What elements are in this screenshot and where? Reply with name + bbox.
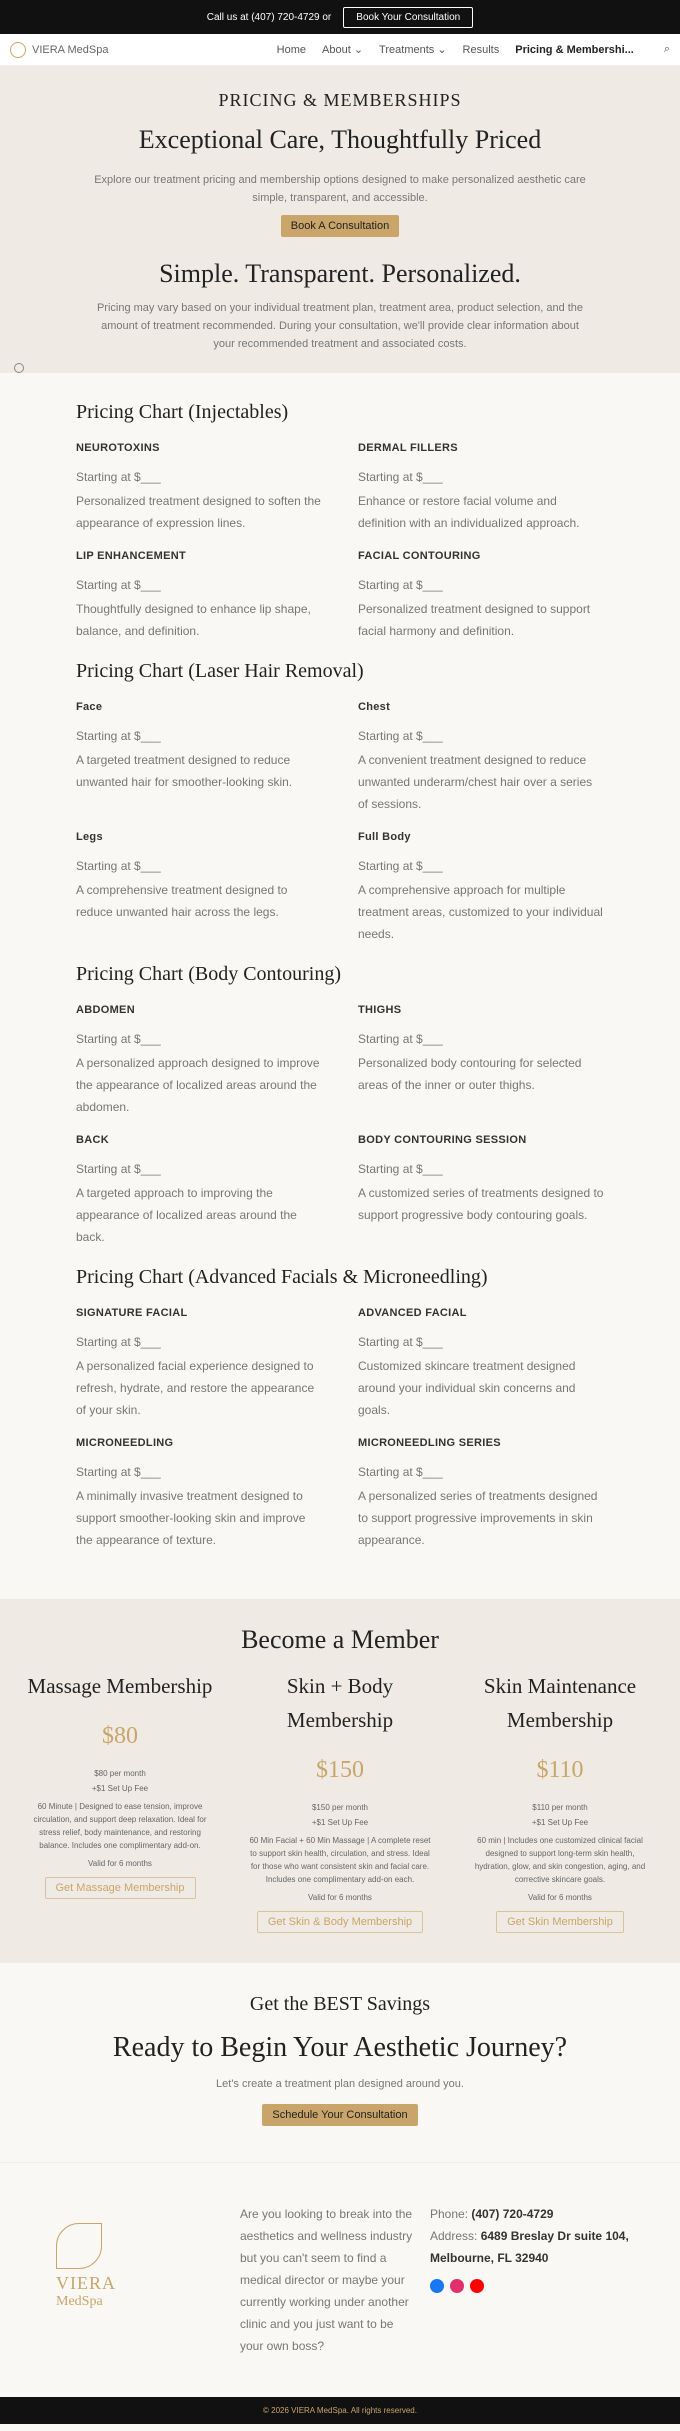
leaf-icon: [56, 2223, 102, 2269]
item-desc: Customized skincare treatment designed around your individual skin concerns and goals.: [358, 1359, 576, 1417]
pricing-hero: [0, 66, 680, 373]
book-consultation-button[interactable]: Book A Consultation: [281, 215, 399, 237]
section-title-laser: Pricing Chart (Laser Hair Removal): [76, 660, 364, 682]
pricing-charts: [0, 373, 680, 1581]
item-price: Starting at $___: [76, 1162, 161, 1176]
price-item: [76, 831, 322, 945]
plan-name: Skin + Body Membership: [286, 1674, 394, 1732]
footer-copy: Are you looking to break into the aesthetics and wellness industry but you can't seem to find a medical director or maybe your currently working under another clinic and you just want to be your own boss?: [240, 2207, 413, 2353]
book-consultation-top-button[interactable]: Book Your Consultation: [343, 7, 473, 28]
page-eyebrow: PRICING & MEMBERSHIPS: [218, 90, 462, 110]
nav-results[interactable]: Results: [462, 43, 500, 56]
hero-body: Pricing may vary based on your individual treatment plan, treatment area, product selection, and the amount of treatment recommended. During your consultation, we'll provide clear information about your recommended treatment and associated costs.: [96, 302, 584, 350]
item-desc: A customized series of treatments designed to support progressive body contouring goals.: [358, 1186, 604, 1222]
item-name: THIGHS: [358, 1004, 402, 1016]
price-item: [358, 831, 604, 945]
phone-label: Phone:: [430, 2207, 469, 2221]
price-item: [358, 442, 604, 534]
body-contouring-grid: [76, 1004, 604, 1248]
item-name: SIGNATURE FACIAL: [76, 1307, 188, 1319]
item-price: Starting at $___: [76, 470, 161, 484]
get-skin-body-membership-button[interactable]: Get Skin & Body Membership: [257, 1911, 423, 1933]
price-item: [358, 1134, 604, 1248]
item-desc: Thoughtfully designed to enhance lip shape, balance, and definition.: [76, 602, 311, 638]
item-price: Starting at $___: [76, 1465, 161, 1479]
item-desc: A comprehensive treatment designed to reduce unwanted hair across the legs.: [76, 883, 288, 919]
cta-pre: Get the BEST Savings: [249, 1993, 431, 2015]
item-price: Starting at $___: [76, 1032, 161, 1046]
item-desc: A personalized facial experience designed to refresh, hydrate, and restore the appearance of your skin.: [76, 1359, 315, 1417]
price-item: [358, 701, 604, 815]
item-price: Starting at $___: [358, 1335, 443, 1349]
item-desc: A minimally invasive treatment designed to support smoother-looking skin and improve the appearance of texture.: [76, 1489, 306, 1547]
section-title-facials: Pricing Chart (Advanced Facials & Microneedling): [76, 1266, 488, 1288]
item-price: Starting at $___: [358, 1162, 443, 1176]
item-price: Starting at $___: [358, 578, 443, 592]
plan-per: $150 per month: [311, 1803, 369, 1812]
item-price: Starting at $___: [358, 470, 443, 484]
item-name: MICRONEEDLING: [76, 1437, 174, 1449]
main-nav: [0, 34, 680, 66]
plan-desc: 60 Minute | Designed to ease tension, improve circulation, and support deep relaxation. Ideal for stress relief, body maintenance, and restoring balance. Includes one complimentary add-on.: [33, 1802, 207, 1850]
nav-home[interactable]: Home: [276, 43, 307, 56]
site-footer: [0, 2162, 680, 2397]
footer-contact: [430, 2203, 650, 2357]
item-name: ADVANCED FACIAL: [358, 1307, 467, 1319]
plan-setup: +$1 Set Up Fee: [311, 1818, 369, 1827]
item-price: Starting at $___: [358, 859, 443, 873]
plan-massage: [20, 1669, 220, 1933]
footer-logo[interactable]: [56, 2203, 226, 2357]
item-name: ABDOMEN: [76, 1004, 135, 1016]
item-desc: Personalized treatment designed to soften the appearance of expression lines.: [76, 494, 321, 530]
price-item: [76, 1437, 322, 1551]
item-desc: Personalized body contouring for selected areas of the inner or outer thighs.: [358, 1056, 582, 1092]
section-title-injectables: Pricing Chart (Injectables): [76, 401, 289, 423]
site-logo[interactable]: [10, 42, 108, 58]
search-icon[interactable]: ⌕: [663, 43, 670, 55]
membership-section: [0, 1599, 680, 1963]
plan-name: Massage Membership: [27, 1674, 213, 1698]
phone-number[interactable]: (407) 720-4729: [471, 2207, 554, 2221]
nav-about[interactable]: About ⌄: [322, 44, 364, 56]
call-text: Call us at (407) 720-4729 or: [206, 11, 332, 23]
membership-plans: [20, 1669, 660, 1933]
item-price: Starting at $___: [358, 1465, 443, 1479]
footer-brand-sub: MedSpa: [56, 2294, 103, 2309]
address-label: Address:: [430, 2229, 478, 2243]
plan-skin-maintenance: [460, 1669, 660, 1933]
price-item: [358, 1004, 604, 1118]
item-name: DERMAL FILLERS: [358, 442, 458, 454]
price-item: [76, 1134, 322, 1248]
item-price: Starting at $___: [358, 1032, 443, 1046]
item-price: Starting at $___: [76, 859, 161, 873]
plan-desc: 60 min | Includes one customized clinical facial designed to support long-term skin health, hydration, glow, and skin congestion, aging, and corrective skincare goals.: [474, 1836, 646, 1884]
facials-grid: [76, 1307, 604, 1551]
item-price: Starting at $___: [76, 729, 161, 743]
laser-grid: [76, 701, 604, 945]
item-desc: A targeted approach to improving the appearance of localized areas around the back.: [76, 1186, 297, 1244]
price-item: [358, 550, 604, 642]
item-price: Starting at $___: [358, 729, 443, 743]
item-name: MICRONEEDLING SERIES: [358, 1437, 501, 1449]
item-name: BACK: [76, 1134, 109, 1146]
plan-per: $80 per month: [94, 1769, 146, 1778]
item-name: Full Body: [358, 831, 411, 843]
plan-setup: +$1 Set Up Fee: [91, 1784, 149, 1793]
logo-text: VIERA MedSpa: [32, 43, 109, 56]
item-desc: Enhance or restore facial volume and definition with an individualized approach.: [358, 494, 580, 530]
plan-amount: $80: [102, 1723, 138, 1749]
youtube-icon[interactable]: [470, 2279, 484, 2293]
address-text: 6489 Breslay Dr suite 104, Melbourne, FL 32940: [430, 2229, 629, 2265]
item-name: Chest: [358, 701, 391, 713]
nav-pricing[interactable]: Pricing & Membershi...: [515, 43, 634, 56]
plan-amount: $110: [536, 1757, 584, 1783]
price-item: [76, 442, 322, 534]
item-price: Starting at $___: [76, 578, 161, 592]
injectables-grid: [76, 442, 604, 642]
hero-intro: Explore our treatment pricing and membership options designed to make personalized aesthetic care simple, transparent, and accessible.: [94, 174, 586, 204]
plan-valid: Valid for 6 months: [528, 1893, 592, 1902]
item-desc: A personalized series of treatments designed to support progressive improvements in skin appearance.: [358, 1489, 598, 1547]
page-title: Exceptional Care, Thoughtfully Priced: [138, 125, 542, 154]
get-massage-membership-button[interactable]: Get Massage Membership: [45, 1877, 196, 1899]
item-desc: A convenient treatment designed to reduce unwanted underarm/chest hair over a series of sessions.: [358, 753, 593, 811]
hero-subtitle: Simple. Transparent. Personalized.: [159, 259, 521, 288]
top-announcement-bar: [0, 0, 680, 34]
cta-title: Ready to Begin Your Aesthetic Journey?: [112, 2032, 568, 2063]
logo-icon: [10, 42, 26, 58]
instagram-icon[interactable]: [450, 2279, 464, 2293]
schedule-consultation-button[interactable]: Schedule Your Consultation: [262, 2104, 417, 2126]
price-item: [76, 550, 322, 642]
price-item: [76, 701, 322, 815]
item-desc: Personalized treatment designed to support facial harmony and definition.: [358, 602, 591, 638]
item-desc: A personalized approach designed to improve the appearance of localized areas around the abdomen.: [76, 1056, 320, 1114]
plan-setup: +$1 Set Up Fee: [531, 1818, 589, 1827]
footer-brand: VIERA: [56, 2273, 116, 2293]
price-item: [358, 1437, 604, 1551]
plan-name: Skin Maintenance Membership: [483, 1674, 637, 1732]
price-item: [76, 1004, 322, 1118]
item-desc: A comprehensive approach for multiple treatment areas, customized to your individual needs.: [358, 883, 603, 941]
item-name: Legs: [76, 831, 103, 843]
item-price: Starting at $___: [76, 1335, 161, 1349]
plan-desc: 60 Min Facial + 60 Min Massage | A complete reset to support skin health, circulation, and stress. Ideal for those who want consistent skin and facial care. Includes one complimentary add-on each.: [249, 1836, 431, 1884]
social-links: [430, 2279, 650, 2293]
cta-body: Let's create a treatment plan designed around you.: [216, 2078, 464, 2090]
cta-section: [0, 1963, 680, 2162]
plan-per: $110 per month: [532, 1803, 588, 1812]
item-name: NEUROTOXINS: [76, 442, 160, 454]
copyright-bar: © 2026 VIERA MedSpa. All rights reserved.: [0, 2397, 680, 2424]
membership-title: Become a Member: [241, 1625, 439, 1654]
section-title-body-contouring: Pricing Chart (Body Contouring): [76, 963, 341, 985]
item-name: FACIAL CONTOURING: [358, 550, 481, 562]
get-skin-membership-button[interactable]: Get Skin Membership: [496, 1911, 624, 1933]
plan-valid: Valid for 6 months: [88, 1859, 152, 1868]
facebook-icon[interactable]: [430, 2279, 444, 2293]
nav-menu: [277, 43, 670, 56]
price-item: [358, 1307, 604, 1421]
accessibility-icon[interactable]: [14, 363, 24, 373]
item-name: BODY CONTOURING SESSION: [358, 1134, 527, 1146]
item-desc: A targeted treatment designed to reduce unwanted hair for smoother-looking skin.: [76, 753, 293, 789]
nav-treatments[interactable]: Treatments ⌄: [379, 44, 447, 56]
plan-amount: $150: [316, 1757, 364, 1783]
plan-valid: Valid for 6 months: [308, 1893, 372, 1902]
plan-skin-body: [240, 1669, 440, 1933]
item-name: LIP ENHANCEMENT: [76, 550, 187, 562]
price-item: [76, 1307, 322, 1421]
item-name: Face: [76, 701, 103, 713]
